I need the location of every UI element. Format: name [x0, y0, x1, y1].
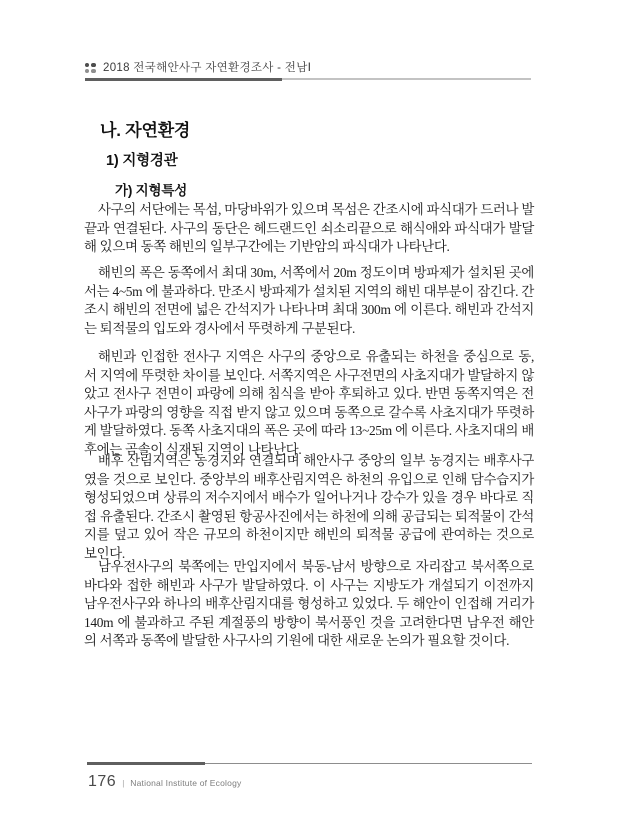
- subsubsection-heading: 가) 지형특성: [115, 183, 188, 198]
- body-paragraph: 해빈의 폭은 동쪽에서 최대 30m, 서쪽에서 20m 정도이며 방파제가 설치된 곳에서는 4~5m 에 불과하다. 만조시 방파제가 설치된 지역의 해빈 대부분이 잠긴다. 간조시 해빈의 전면에 넓은 간석지가 나타나며 최대 300m 에 이른다. 해빈과 간석지는 퇴적물의 입도와 경사에서 뚜렷하게 구분된다.: [84, 265, 534, 336]
- body-paragraph: 배후 산림지역은 농경지와 연결되며 해안사구 중앙의 일부 농경지는 배후사구였을 것으로 보인다. 중앙부의 배후산림지역은 하천의 유입으로 인해 담수습지가 형성되었으며 상류의 저수지에서 배수가 일어나거나 강수가 있을 경우 바다로 직접 유출된다. 간조시 촬영된 항공사진에서는 하천에 의해 공급되는 퇴적물이 간석지를 덮고 있어 작은 규모의 하천이지만 해빈의 퇴적물 공급에 관여하는 것으로 보인다.: [84, 453, 534, 561]
- footer-rule: [87, 762, 532, 765]
- header-title: 2018 전국해안사구 자연환경조사 - 전남Ⅰ: [103, 62, 312, 74]
- subsection-heading: 1) 지형경관: [106, 153, 178, 169]
- institute-name: National Institute of Ecology: [130, 778, 242, 788]
- footer-rule-dark-segment: [87, 762, 205, 765]
- page-footer: [88, 773, 241, 791]
- body-paragraph: 해빈과 인접한 전사구 지역은 사구의 중앙으로 유출되는 하천을 중심으로 동, 서 지역에 뚜렷한 차이를 보인다. 서쪽지역은 사구전면의 사초지대가 발달하지 않았고 전사구 전면이 파랑에 의해 침식을 받아 후퇴하고 있다. 반면 동쪽지역은 전사구가 파랑의 영향을 직접 받지 않고 있으며 동쪽으로 갈수록 사초지대가 뚜렷하게 발달하였다. 동쪽 사초지대의 폭은 곳에 따라 13~25m 에 이른다. 사초지대의 배후에는 곰솔이 식재된 지역이 나타난다.: [84, 349, 534, 457]
- header-rule: [85, 78, 531, 81]
- body-paragraph: 사구의 서단에는 목섬, 마당바위가 있으며 목섬은 간조시에 파식대가 드러나 발끝과 연결된다. 사구의 동단은 헤드랜드인 쇠소리끝으로 해식애와 파식대가 발달해 있으며 동쪽 해빈의 일부구간에는 기반암의 파식대가 나타난다.: [84, 202, 534, 254]
- page-header: [85, 59, 531, 75]
- page-number: 176: [88, 773, 117, 790]
- body-paragraph: 남우전사구의 북쪽에는 만입지에서 북동-남서 방향으로 자리잡고 북서쪽으로 바다와 접한 해빈과 사구가 발달하였다. 이 사구는 지방도가 개설되기 이전까지 남우전사구와 하나의 배후산림지대를 형성하고 있었다. 두 해안이 인접해 거리가 140m 에 불과하고 주된 계절풍의 방향이 북서풍인 것을 고려한다면 남우전 해안의 서쪽과 동쪽에 발달한 사구사의 기원에 대한 새로운 논의가 필요할 것이다.: [84, 559, 534, 648]
- footer-separator: |: [122, 779, 125, 788]
- footer-rule-light-segment: [205, 763, 532, 765]
- section-heading: 나. 자연환경: [100, 121, 191, 140]
- dots-grid-icon: [85, 63, 96, 73]
- header-rule-light-segment: [282, 78, 531, 80]
- header-rule-dark-segment: [85, 78, 282, 81]
